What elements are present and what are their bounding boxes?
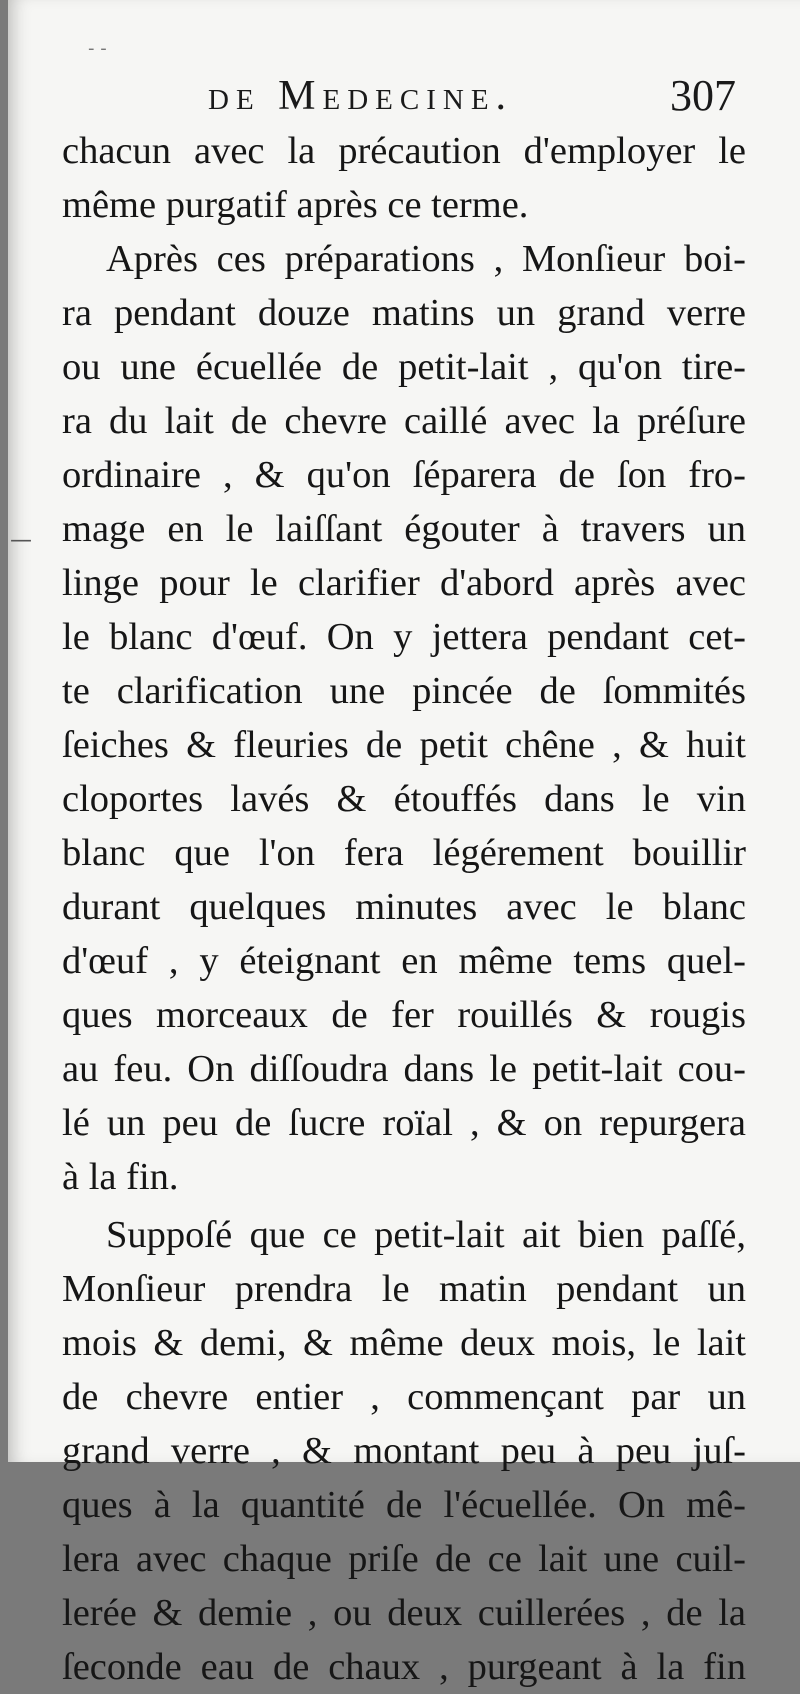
text-line: mage en le laiſſant égouter à travers un <box>62 508 746 550</box>
text-line: Suppoſé que ce petit-lait ait bien paſſé, <box>106 1214 746 1256</box>
text-line: ques à la quantité de l'écuellée. On mê- <box>62 1484 746 1526</box>
text-line: de chevre entier , commençant par un <box>62 1376 746 1418</box>
page-number: 307 <box>670 71 736 120</box>
text-line: ou une écuellée de petit-lait , qu'on tire- <box>62 346 746 388</box>
text-line: à la fin. <box>62 1156 179 1198</box>
text-line: chacun avec la précaution d'employer le <box>62 130 746 172</box>
text-line: lé un peu de ſucre roïal , & on repurgera <box>62 1102 746 1144</box>
text-line: blanc que l'on fera légérement bouillir <box>62 832 746 874</box>
text-line: durant quelques minutes avec le blanc <box>62 886 746 928</box>
text-line: le blanc d'œuf. On y jettera pendant cet- <box>62 616 746 658</box>
running-title: de Medecine. <box>208 73 514 119</box>
text-line: ra du lait de chevre caillé avec la préſure <box>62 400 746 442</box>
text-line: cloportes lavés & étouffés dans le vin <box>62 778 746 820</box>
text-line: mois & demi, & même deux mois, le lait <box>62 1322 746 1364</box>
text-line: au feu. On diſſoudra dans le petit-lait cou- <box>62 1048 746 1090</box>
text-line: ra pendant douze matins un grand verre <box>62 292 746 334</box>
text-line: lerée & demie , ou deux cuillerées , de la <box>62 1592 746 1634</box>
text-line: d'œuf , y éteignant en même tems quel- <box>62 940 746 982</box>
body-text <box>62 124 746 1694</box>
text-line: lera avec chaque priſe de ce lait une cuil- <box>62 1538 746 1580</box>
text-line: même purgatif après ce terme. <box>62 184 529 226</box>
text-line: ſeconde eau de chaux , purgeant à la fin <box>62 1646 746 1688</box>
text-line: grand verre , & montant peu à peu juſ- <box>62 1430 746 1472</box>
margin-mark: - - <box>88 38 107 59</box>
text-line: te clarification une pincée de ſommités <box>62 670 746 712</box>
text-line: ordinaire , & qu'on ſéparera de ſon fro- <box>62 454 746 496</box>
text-line: ſeiches & fleuries de petit chêne , & huit <box>62 724 746 766</box>
text-line: linge pour le clarifier d'abord après avec <box>62 562 746 604</box>
margin-mark-left: — <box>10 528 32 553</box>
text-line: Monſieur prendra le matin pendant un <box>62 1268 746 1310</box>
book-page <box>8 0 800 1688</box>
page-header <box>208 62 736 122</box>
text-line: ques morceaux de fer rouillés & rougis <box>62 994 746 1036</box>
text-line: Après ces préparations , Monſieur boi- <box>106 238 746 280</box>
